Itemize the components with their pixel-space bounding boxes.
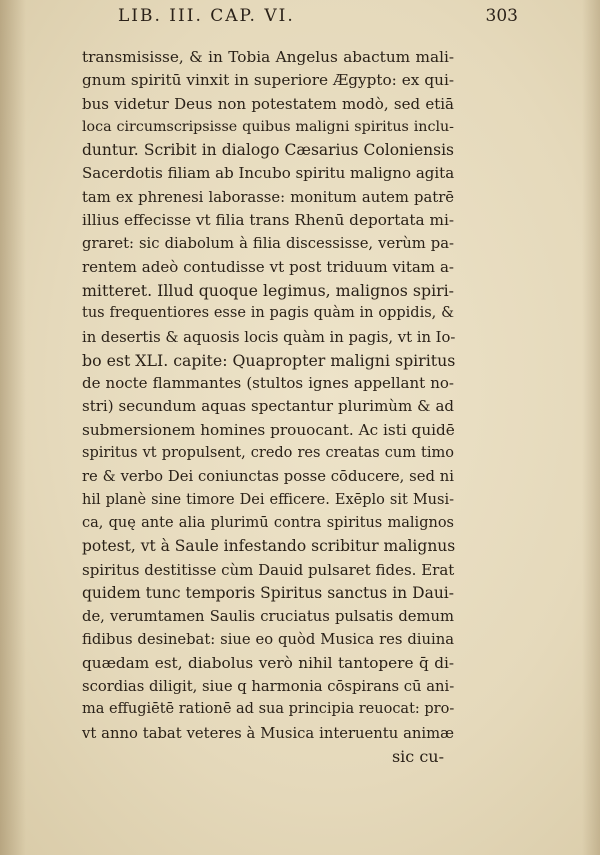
running-head: LIB. III. CAP. VI.: [118, 6, 295, 26]
text-line: graret: sic diabolum à filia discessisse, verùm pa-: [82, 235, 454, 253]
text-line: spiritus destitisse cùm Dauid pulsaret fides. Erat: [82, 560, 455, 579]
text-line: bo est XLI. capite: Quapropter maligni spiritus: [82, 350, 456, 370]
catchword: sic cu-: [391, 746, 444, 766]
text-line: ma effugiētē rationē ad sua principia reuocat: pro-: [82, 701, 455, 718]
text-line: loca circumscripsisse quibus maligni spiritus inclu-: [82, 118, 454, 135]
text-line: duntur. Scribit in dialogo Cæsarius Coloniensis: [82, 141, 454, 160]
text-line: submersionem homines prouocant. Ac isti quidē: [82, 420, 455, 439]
text-line: quidem tunc temporis Spiritus sanctus in Daui-: [82, 583, 454, 602]
text-line: hil planè sine timore Dei efficere. Exēplo sit Musi-: [82, 491, 454, 508]
text-line: re & verbo Dei coniunctas posse cōducere, sed ni: [82, 468, 454, 486]
text-line: fidibus desinebat: siue eo quòd Musica res diuina: [82, 631, 454, 649]
text-line: scordias diligit, siue q harmonia cōspirans cū ani-: [82, 678, 455, 696]
text-line: Sacerdotis filiam ab Incubo spiritu maligno agita: [82, 164, 455, 183]
text-line: illius effecisse vt filia trans Rhenū deportata mi-: [82, 211, 454, 230]
text-line: quædam est, diabolus verò nihil tantopere q̄ di-: [82, 653, 454, 672]
text-line: mitteret. Illud quoque legimus, malignos spiri-: [82, 280, 454, 300]
text-line: rentem adeò contudisse vt post triduum vitam a-: [82, 257, 454, 276]
text-line: gnum spiritū vinxit in superiore Ægypto: ex qui-: [82, 71, 454, 90]
text-line: tam ex phrenesi laborasse: monitum autem patrē: [82, 188, 454, 206]
text-line: spiritus vt propulsent, credo res creatas cum timo: [82, 445, 454, 462]
body-text: [82, 46, 454, 768]
text-line: in desertis & aquosis locis quàm in pagis, vt in Io-: [82, 328, 456, 346]
text-line: de nocte flammantes (stultos ignes appellant no-: [82, 374, 454, 393]
text-line: stri) secundum aquas spectantur plurimùm & ad: [82, 397, 454, 416]
text-line: bus videtur Deus non potestatem modò, sed etiā: [82, 94, 454, 113]
text-line: ca, quę ante alia plurimū contra spiritus malignos: [82, 514, 454, 531]
text-line: potest, vt à Saule infestando scribitur malignus: [82, 537, 456, 556]
text-line: vt anno tabat veteres à Musica interuentu animæ: [82, 724, 454, 742]
text-line: transmisisse, & in Tobia Angelus abactum mali-: [82, 48, 454, 66]
text-line: de, verumtamen Saulis cruciatus pulsatis demum: [82, 608, 454, 626]
page-number: 303: [485, 6, 518, 26]
text-line: tus frequentiores esse in pagis quàm in oppidis, &: [82, 305, 454, 322]
page-header: [118, 6, 518, 32]
